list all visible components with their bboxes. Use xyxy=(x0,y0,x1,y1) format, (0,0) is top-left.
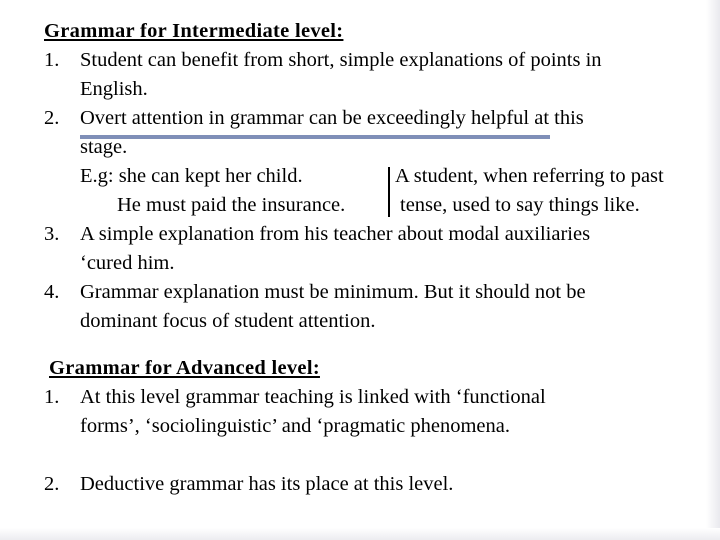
advanced-item-1-line-2: forms’, ‘sociolinguistic’ and ‘pragmatic phenomena. xyxy=(80,415,510,437)
intermediate-item-4-number: 4. xyxy=(44,281,60,303)
intermediate-item-2-line-2: stage. xyxy=(80,136,128,158)
intermediate-item-4-line-1: Grammar explanation must be minimum. But it should not be xyxy=(80,281,586,303)
intermediate-item-1-number: 1. xyxy=(44,49,60,71)
intermediate-item-4-line-2: dominant focus of student attention. xyxy=(80,310,376,332)
example-right-line-2: tense, used to say things like. xyxy=(400,194,640,216)
intermediate-item-1-line-1: Student can benefit from short, simple explanations of points in xyxy=(80,49,602,71)
intermediate-item-2-number: 2. xyxy=(44,107,60,129)
advanced-item-1-line-1: At this level grammar teaching is linked with ‘functional xyxy=(80,386,546,408)
advanced-heading: Grammar for Advanced level: xyxy=(49,357,320,379)
intermediate-item-1-line-2: English. xyxy=(80,78,148,100)
intermediate-item-2-line-1: Overt attention in grammar can be exceedingly helpful at this xyxy=(80,107,584,129)
example-left-line-1: E.g: she can kept her child. xyxy=(80,165,303,187)
example-separator xyxy=(388,167,390,217)
example-right-line-1: A student, when referring to past xyxy=(395,165,664,187)
slide-shade-bottom xyxy=(0,528,720,540)
advanced-item-2-number: 2. xyxy=(44,473,60,495)
intermediate-item-3-line-1: A simple explanation from his teacher about modal auxiliaries xyxy=(80,223,591,245)
intermediate-item-3-line-2: ‘cured him. xyxy=(80,252,175,274)
advanced-item-1-number: 1. xyxy=(44,386,60,408)
advanced-item-2-line-1: Deductive grammar has its place at this level. xyxy=(80,473,454,495)
intermediate-item-3-number: 3. xyxy=(44,223,60,245)
example-left-line-2: He must paid the insurance. xyxy=(117,194,346,216)
slide-shade-right xyxy=(706,0,720,540)
intermediate-heading: Grammar for Intermediate level: xyxy=(44,20,344,42)
divider-line xyxy=(80,135,550,139)
